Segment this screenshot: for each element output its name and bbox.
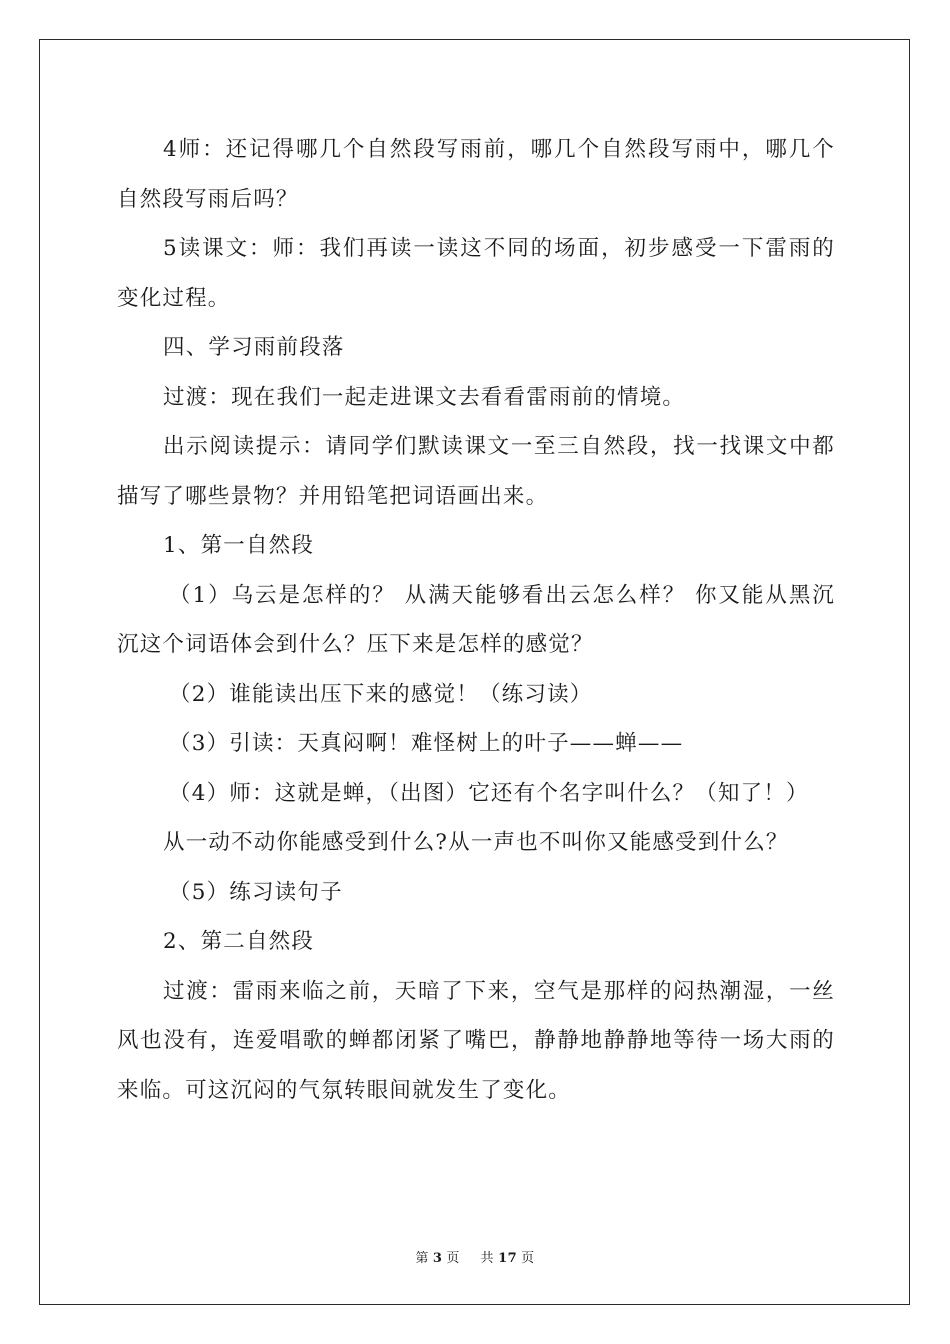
question-1: （1）乌云是怎样的？ 从满天能够看出云怎么样？ 你又能从黑沉沉这个词语体会到什么？压下来是怎样的感觉？ [117, 582, 835, 657]
paragraph-1: 4师：还记得哪几个自然段写雨前，哪几个自然段写雨中，哪几个自然段写雨后吗？ [117, 137, 835, 212]
page-number: 3 [432, 1251, 443, 1266]
subheading-paragraph-1: 1、第一自然段 [163, 533, 315, 558]
paragraph-reading-prompt: 出示阅读提示：请同学们默读课文一至三自然段，找一找课文中都描写了哪些景物？并用铅笔把词语画出来。 [117, 434, 835, 509]
subheading-paragraph-2: 2、第二自然段 [163, 929, 315, 954]
total-suffix: 页 [521, 1251, 535, 1266]
paragraph-transition-2: 过渡：雷雨来临之前，天暗了下来，空气是那样的闷热潮湿，一丝风也没有，连爱唱歌的蝉都闭紧了嘴巴，静静地静静地等待一场大雨的来临。可这沉闷的气氛转眼间就发生了变化。 [117, 978, 835, 1103]
paragraph-2: 5读课文：师：我们再读一读这不同的场面，初步感受一下雷雨的变化过程。 [117, 236, 835, 311]
section-heading: 四、学习雨前段落 [163, 335, 345, 360]
page-footer [0, 1247, 950, 1266]
question-3: （3）引读：天真闷啊！难怪树上的叶子——蝉—— [169, 731, 684, 756]
total-prefix: 共 [480, 1251, 495, 1266]
total-indicator [477, 1251, 539, 1266]
document-body [117, 125, 835, 1115]
page-prefix: 第 [415, 1251, 429, 1266]
question-2: （2）谁能读出压下来的感觉！（练习读） [169, 681, 593, 707]
question-5: （5）练习读句子 [169, 879, 343, 905]
paragraph-feeling: 从一动不动你能感受到什么?从一声也不叫你又能感受到什么？ [163, 830, 789, 855]
question-4: （4）师：这就是蝉，（出图）它还有个名字叫什么？（知了！） [169, 780, 809, 806]
paragraph-transition: 过渡：现在我们一起走进课文去看看雷雨前的情境。 [163, 384, 686, 410]
total-pages: 17 [498, 1251, 518, 1266]
page-indicator [411, 1251, 464, 1266]
page-suffix: 页 [446, 1251, 460, 1266]
